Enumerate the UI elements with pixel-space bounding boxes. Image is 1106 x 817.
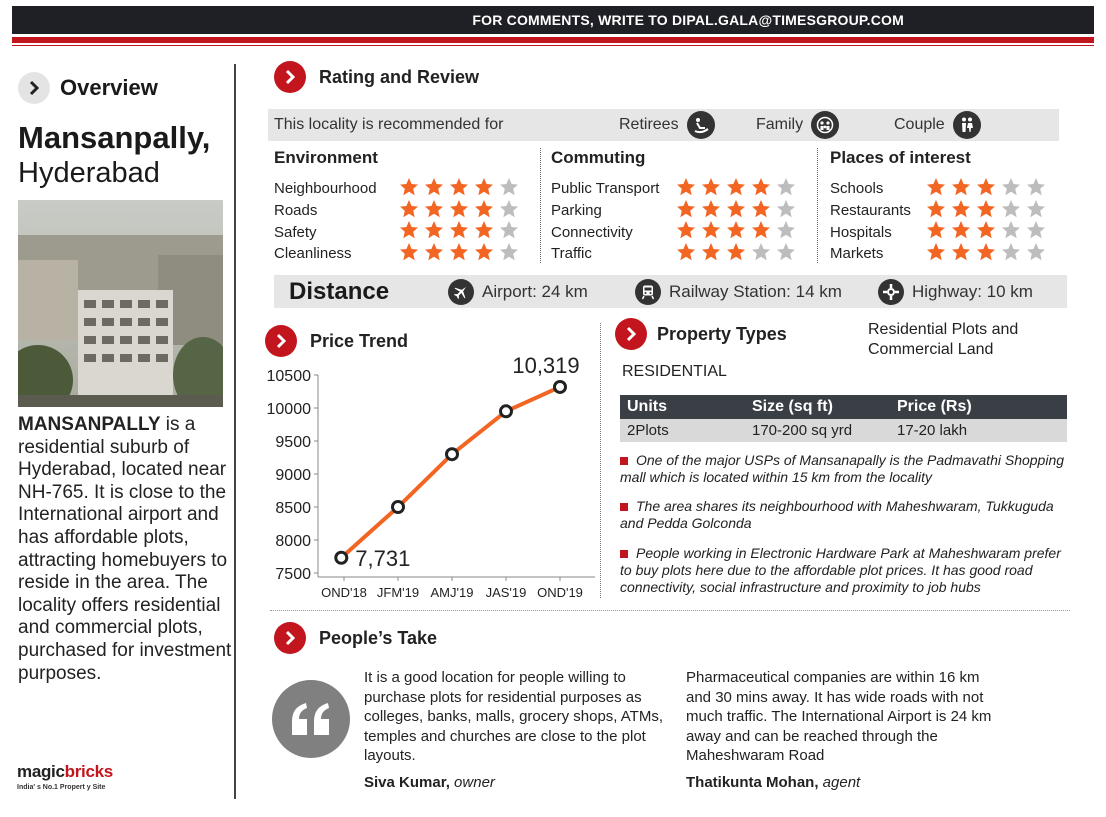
y-tick-label: 10500 — [266, 368, 311, 385]
price-trend-title: Price Trend — [310, 330, 409, 351]
recommendation-bar — [268, 109, 1059, 141]
star-icon — [751, 199, 771, 223]
quote-text-1: It is a good location for people willing to purchase plots for residential purposes as colleges, banks, malls, grocery shops, ATMs, temples and churches are close to the plot layouts. — [364, 669, 664, 764]
star-icon — [976, 242, 996, 266]
star-icon — [701, 220, 721, 244]
x-tick-label: JFM'19 — [376, 585, 420, 600]
locality-photo — [18, 200, 223, 407]
star-icon — [474, 199, 494, 223]
star-icon — [776, 177, 796, 201]
start-value-label: 7,731 — [355, 545, 411, 571]
star-icon — [926, 199, 946, 223]
x-tick-label: JAS'19 — [485, 585, 527, 600]
star-icon — [676, 199, 696, 223]
property-types-desc: Residential Plots and Commercial Land — [868, 321, 1019, 358]
star-icon — [499, 242, 519, 266]
family-icon — [811, 111, 839, 139]
star-rating — [399, 220, 519, 244]
data-point — [393, 502, 404, 513]
bullet-text: People working in Electronic Hardware Park at Maheshwaram prefer to buy plots here due to the affordable plot prices. It has good road connectivity, social infrastructure and proximity to job hubs — [620, 545, 1061, 595]
option-label: Family — [756, 116, 804, 133]
star-icon — [926, 177, 946, 201]
header-price: Price (Rs) — [897, 398, 972, 415]
category-commuting — [551, 148, 796, 265]
chevron-right-icon — [274, 622, 306, 654]
star-icon — [1001, 242, 1021, 266]
author-name: Siva Kumar, — [364, 774, 450, 791]
y-tick-label: 7500 — [275, 566, 311, 583]
rating-item-label: Connectivity — [551, 223, 633, 241]
data-point — [336, 552, 347, 563]
star-icon — [474, 220, 494, 244]
category-divider — [817, 148, 818, 263]
star-icon — [951, 242, 971, 266]
quote-author-2 — [686, 774, 860, 791]
table-header — [620, 395, 1067, 419]
distance-highway — [878, 279, 1033, 305]
category-environment — [274, 148, 519, 265]
description-lead: MANSANPALLY — [18, 414, 161, 435]
category-places — [830, 148, 1046, 265]
locality-city: Hyderabad — [18, 157, 160, 189]
rating-item-label: Neighbourhood — [274, 180, 377, 198]
bullet-item — [620, 452, 1070, 486]
star-rating — [926, 199, 1046, 223]
data-point — [555, 381, 566, 392]
logo-magic: magic — [17, 762, 65, 781]
rocking-chair-icon — [687, 111, 715, 139]
column-divider — [234, 64, 236, 799]
description-body: is a residential suburb of Hyderabad, located near NH-765. It is close to the International airport and has affordable plots, attracting homebuyers to reside in the area. The locality offers residential and commercial plots, purchased for investment purposes. — [18, 414, 232, 684]
star-icon — [1026, 220, 1046, 244]
star-icon — [449, 177, 469, 201]
category-heading: Environment — [274, 148, 378, 167]
peoples-take-title: People’s Take — [319, 627, 438, 648]
peoples-take-heading — [274, 622, 437, 654]
y-tick-label: 10000 — [266, 401, 311, 418]
rating-item-label: Markets — [830, 245, 884, 263]
property-table — [620, 395, 1067, 442]
star-icon — [976, 199, 996, 223]
star-icon — [474, 177, 494, 201]
price-trend-chart — [250, 355, 595, 605]
star-icon — [926, 220, 946, 244]
author-name: Thatikunta Mohan, — [686, 774, 819, 791]
star-icon — [676, 220, 696, 244]
price-line — [341, 387, 560, 558]
star-rating — [399, 177, 519, 201]
star-icon — [399, 199, 419, 223]
rating-item-label: Cleanliness — [274, 245, 352, 263]
bullet-item — [620, 498, 1070, 532]
star-icon — [701, 199, 721, 223]
star-icon — [776, 242, 796, 266]
star-icon — [1001, 220, 1021, 244]
option-family — [756, 111, 839, 139]
star-rating — [399, 242, 519, 266]
star-icon — [751, 220, 771, 244]
header-red-rule — [12, 37, 1094, 43]
x-tick-label: AMJ'19 — [430, 585, 474, 600]
distance-airport — [448, 279, 588, 305]
star-icon — [399, 177, 419, 201]
star-icon — [499, 177, 519, 201]
rating-item-label: Public Transport — [551, 180, 660, 198]
data-point — [501, 406, 512, 417]
star-icon — [951, 220, 971, 244]
section-divider — [270, 610, 1070, 611]
airplane-icon — [448, 279, 474, 305]
logo-tagline: India' s No.1 Propert y Site — [17, 784, 106, 791]
header-units: Units — [627, 398, 667, 415]
bullet-item — [620, 545, 1070, 596]
star-icon — [1001, 177, 1021, 201]
star-icon — [1001, 199, 1021, 223]
property-types-heading — [615, 318, 787, 350]
chevron-right-icon — [615, 318, 647, 350]
star-rating — [676, 242, 796, 266]
star-icon — [726, 220, 746, 244]
star-icon — [976, 220, 996, 244]
star-icon — [424, 199, 444, 223]
rating-item-label: Schools — [830, 180, 884, 198]
cell-price: 17-20 lakh — [897, 422, 968, 439]
star-icon — [424, 177, 444, 201]
star-icon — [701, 242, 721, 266]
railway-distance: Railway Station: 14 km — [669, 282, 842, 301]
star-icon — [499, 220, 519, 244]
star-icon — [976, 177, 996, 201]
star-rating — [676, 199, 796, 223]
option-label: Couple — [894, 116, 945, 133]
property-types-title: Property Types — [657, 323, 787, 344]
star-rating — [926, 177, 1046, 201]
quote-icon — [272, 680, 350, 758]
bullet-text: One of the major USPs of Mansanapally is the Padmavathi Shopping mall which is located within 15 km from the locality — [620, 452, 1065, 485]
rating-item-label: Roads — [274, 202, 318, 220]
category-divider — [540, 148, 541, 263]
distance-bar — [274, 275, 1067, 308]
overview-heading — [18, 72, 158, 104]
header-thin-rule — [12, 45, 1094, 46]
chevron-right-icon — [18, 72, 50, 104]
logo-bricks: bricks — [64, 762, 113, 781]
star-rating — [926, 220, 1046, 244]
cell-size: 170-200 sq yrd — [752, 422, 853, 439]
x-tick-label: OND'19 — [537, 585, 583, 600]
star-icon — [424, 242, 444, 266]
option-retirees — [619, 111, 715, 139]
rating-item-label: Parking — [551, 202, 602, 220]
star-icon — [776, 199, 796, 223]
star-icon — [449, 242, 469, 266]
star-icon — [474, 242, 494, 266]
star-rating — [676, 177, 796, 201]
star-icon — [701, 177, 721, 201]
star-icon — [726, 177, 746, 201]
x-tick-label: OND'18 — [321, 585, 367, 600]
author-role: agent — [818, 774, 861, 791]
data-point — [447, 449, 458, 460]
category-heading: Places of interest — [830, 148, 971, 167]
star-rating — [676, 220, 796, 244]
star-icon — [1026, 242, 1046, 266]
y-tick-label: 9500 — [275, 434, 311, 451]
rating-title: Rating and Review — [319, 66, 480, 87]
y-tick-label: 8000 — [275, 533, 311, 550]
y-tick-label: 9000 — [275, 467, 311, 484]
rating-item-label: Restaurants — [830, 202, 911, 220]
y-tick-label: 8500 — [275, 500, 311, 517]
highway-icon — [878, 279, 904, 305]
star-icon — [424, 220, 444, 244]
star-icon — [776, 220, 796, 244]
star-icon — [1026, 199, 1046, 223]
author-role: owner — [449, 774, 495, 791]
rating-heading — [274, 61, 479, 93]
quote-text-2: Pharmaceutical companies are within 16 km and 30 mins away. It has wide roads with not much traffic. The International Airport is 24 km away and can be reached through the Maheshwaram Road — [686, 669, 992, 764]
section-divider — [600, 323, 601, 598]
star-icon — [751, 242, 771, 266]
category-heading: Commuting — [551, 148, 646, 167]
chevron-right-icon — [265, 325, 297, 357]
comment-text: FOR COMMENTS, WRITE TO DIPAL.GALA@TIMESGROUP.COM — [472, 12, 904, 28]
star-icon — [676, 242, 696, 266]
star-icon — [751, 177, 771, 201]
quote-author-1 — [364, 774, 495, 791]
header-bar — [12, 6, 1094, 34]
highway-distance: Highway: 10 km — [912, 282, 1033, 301]
locality-title — [18, 120, 233, 190]
chevron-right-icon — [274, 61, 306, 93]
rating-item-label: Traffic — [551, 245, 592, 263]
locality-name: Mansanpally, — [18, 120, 211, 155]
star-icon — [676, 177, 696, 201]
distance-railway — [635, 279, 842, 305]
rating-item-label: Safety — [274, 223, 317, 241]
option-label: Retirees — [619, 116, 679, 133]
table-row — [620, 419, 1067, 442]
star-icon — [726, 199, 746, 223]
bullet-text: The area shares its neighbourhood with Maheshwaram, Tukkuguda and Pedda Golconda — [620, 498, 1054, 531]
star-icon — [399, 220, 419, 244]
star-rating — [399, 199, 519, 223]
star-icon — [726, 242, 746, 266]
star-icon — [1026, 177, 1046, 201]
cell-units: 2Plots — [627, 422, 669, 439]
overview-title: Overview — [60, 75, 158, 100]
train-icon — [635, 279, 661, 305]
end-value-label: 10,319 — [512, 355, 580, 378]
star-icon — [926, 242, 946, 266]
price-trend-heading — [265, 325, 408, 357]
star-icon — [951, 199, 971, 223]
property-category: RESIDENTIAL — [622, 363, 727, 380]
rating-item-label: Hospitals — [830, 223, 892, 241]
option-couple — [894, 111, 981, 139]
airport-distance: Airport: 24 km — [482, 282, 588, 301]
header-size: Size (sq ft) — [752, 398, 833, 415]
star-icon — [449, 199, 469, 223]
recommended-label: This locality is recommended for — [274, 116, 504, 133]
magicbricks-logo — [17, 762, 113, 791]
star-icon — [499, 199, 519, 223]
star-rating — [926, 242, 1046, 266]
star-icon — [399, 242, 419, 266]
star-icon — [449, 220, 469, 244]
overview-description — [18, 414, 233, 685]
star-icon — [951, 177, 971, 201]
distance-title: Distance — [289, 278, 390, 305]
couple-icon — [953, 111, 981, 139]
